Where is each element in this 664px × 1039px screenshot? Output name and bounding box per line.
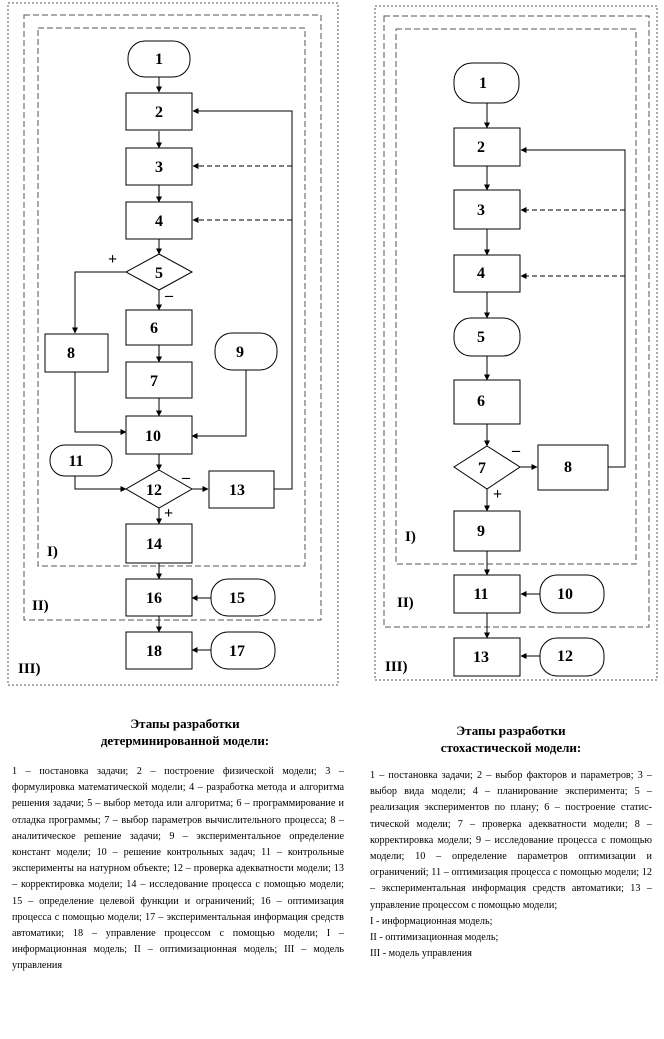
left-decision-12-plus: + [164, 505, 174, 522]
right-node-4 [454, 255, 520, 292]
node-label: 6 [477, 393, 485, 410]
right-node-2 [454, 128, 520, 166]
node-label: 12 [557, 648, 573, 665]
right-node-6 [454, 380, 520, 424]
left-node-15 [211, 579, 275, 616]
right-feedback-dashed [521, 210, 625, 276]
left-legend-text: 1 – постановка задачи; 2 – построение физической модели; 3 – формулировка математической модели; 4 – разработка метода и алгоритма решения задачи; 5 – выбор метода или алгоритма; 6 – программирование и отладка программы; 7 – выбор параметров вычислительного процесса; 8 – аналитическое решение задачи; 9 – экспериментальное определение констант модели; 10 – решение контрольных задач; 11 – контрольные эксперименты на натурном объекте; 12 – проверка адекватности модели; 13 – корректировка модели; 14 – исследование процесса с помощью модели; 15 – определение целевой функции и ограничений; 16 – оптимизация процесса с помощью модели; 17 – экспериментальная информация средств автоматики; 18 – управление процессом с помощью модели; I – информационная модель; II – оптимизационная модель; III – модель управления [12, 766, 344, 972]
right-decision-7-plus: + [493, 486, 503, 503]
right-decision-7-minus: – [512, 442, 520, 459]
node-label: 5 [155, 265, 163, 282]
node-label: 3 [477, 202, 485, 219]
node-label: 5 [477, 329, 485, 346]
left-level-II: II) [32, 598, 49, 614]
left-node-11 [50, 445, 112, 476]
right-flowchart [375, 6, 657, 680]
node-label: 6 [150, 320, 158, 337]
left-decision-5-minus: – [165, 287, 173, 304]
left-decision-12-minus: – [182, 469, 190, 486]
node-label: 8 [564, 459, 572, 476]
right-level-II: II) [397, 595, 414, 611]
right-legend-III: III - модель управления [370, 948, 472, 960]
node-label: 9 [477, 523, 485, 540]
right-node-3 [454, 190, 520, 229]
node-label: 10 [557, 586, 573, 603]
node-label: 12 [146, 482, 162, 499]
left-node-3 [126, 148, 192, 185]
node-label: 14 [146, 536, 162, 553]
node-label: 17 [229, 643, 245, 660]
right-decision-7 [454, 446, 520, 489]
right-level-I: I) [405, 529, 416, 545]
right-legend-II: II - оптимизационная модель; [370, 932, 499, 944]
node-label: 11 [473, 586, 489, 603]
node-label: 2 [477, 139, 485, 156]
left-legend [12, 764, 344, 975]
right-level-III: III) [385, 659, 408, 675]
node-label: 13 [229, 482, 245, 499]
node-label: 7 [150, 373, 158, 390]
left-node-4 [126, 202, 192, 239]
left-decision-5-plus: + [108, 251, 118, 268]
left-node-6 [126, 310, 192, 345]
node-label: 10 [145, 428, 161, 445]
left-level-III: III) [18, 661, 41, 677]
right-caption [376, 722, 646, 756]
node-label: 4 [155, 213, 163, 230]
right-legend-text: 1 – постановка задачи; 2 – выбор факторов и параметров; 3 – выбор вида модели; 4 – планирование эксперимента; 5 – реализация экспериментов по плану; 6 – построение статис-тической модели; 7 – проверка адекватности модели; 8 – корректировка модели; 9 – исследование процесса с помощью модели; 10 – определение параметров оптимизации и ограничений; 11 – оптимизация процесса с помощью модели; 12 – экспериментальная информация средств автоматики; 13 – управление процессом с помощью модели; [370, 770, 652, 911]
node-label: 11 [68, 453, 84, 470]
left-flowchart [8, 3, 338, 685]
left-node-18 [126, 632, 192, 669]
node-label: 9 [236, 344, 244, 361]
node-label: 1 [155, 51, 163, 68]
node-label: 13 [473, 649, 489, 666]
left-node-7 [126, 362, 192, 398]
right-node-13 [454, 638, 520, 676]
node-label: 18 [146, 643, 162, 660]
right-node-5 [454, 318, 520, 356]
right-caption-line2: стохастической модели: [440, 740, 582, 755]
right-legend-I: I - информационная модель; [370, 915, 493, 927]
left-node-13 [209, 471, 274, 508]
right-node-8 [538, 445, 608, 490]
left-node-1 [128, 41, 190, 77]
node-label: 1 [479, 75, 487, 92]
left-node-17 [211, 632, 275, 669]
right-node-1 [454, 63, 519, 103]
node-label: 4 [477, 265, 485, 282]
node-label: 15 [229, 590, 245, 607]
left-decision-5 [126, 254, 192, 290]
node-label: 8 [67, 345, 75, 362]
left-caption [40, 715, 330, 749]
right-node-9 [454, 511, 520, 551]
left-caption-line2: детерминированной модели: [100, 733, 270, 748]
left-node-14 [126, 524, 192, 563]
left-node-9 [215, 333, 277, 370]
node-label: 3 [155, 159, 163, 176]
left-level-I: I) [47, 544, 58, 560]
node-label: 7 [478, 460, 486, 477]
left-node-10 [126, 416, 192, 454]
node-label: 16 [146, 590, 162, 607]
right-legend [370, 768, 652, 962]
right-caption-line1: Этапы разработки [456, 723, 566, 738]
left-node-16 [126, 579, 192, 616]
left-caption-line1: Этапы разработки [130, 716, 240, 731]
left-feedback-dashed [193, 166, 292, 220]
node-label: 2 [155, 104, 163, 121]
left-node-8 [45, 334, 108, 372]
right-node-11 [454, 575, 520, 613]
right-node-12 [540, 638, 604, 676]
left-node-2 [126, 93, 192, 130]
right-node-10 [540, 575, 604, 613]
